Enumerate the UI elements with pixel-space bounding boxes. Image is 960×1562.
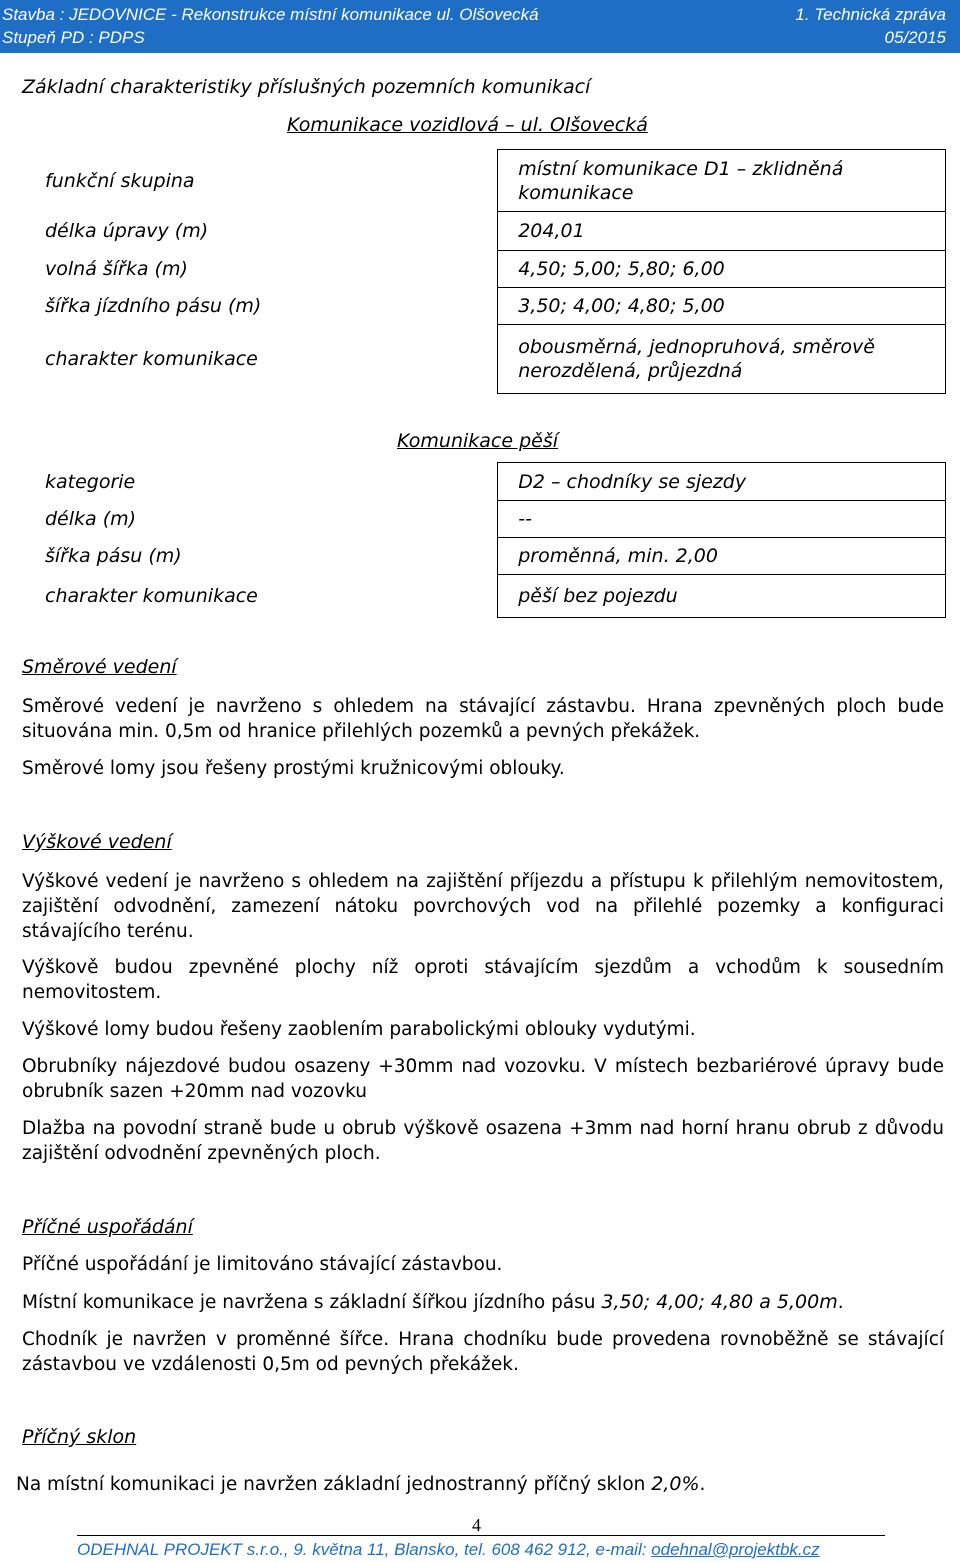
paragraph: Obrubníky nájezdové budou osazeny +30mm nad vozovku. V místech bezbariérové úpravy bude obrubník sazen +20mm nad vozovku [22,1056,944,1102]
slope-value: 2,0% [651,1473,700,1495]
paragraph [22,1290,944,1315]
paragraph: Směrové vedení je navrženo s ohledem na stávající zástavbu. Hrana zpevněných ploch bude situována min. 0,5m od hranice přilehlých pozemků a pevných překážek. [22,696,944,742]
table-label: šířka jízdního pásu (m) [45,295,262,317]
heading-smerove-vedeni: Směrové vedení [22,656,177,678]
paragraph: Chodník je navržen v proměnné šířce. Hrana chodníku bude provedena rovnoběžně se stávající zástavbou ve vzdálenosti 0,5m od pevných překážek. [22,1329,944,1375]
table-label: šířka pásu (m) [45,545,182,567]
table-value: proměnná, min. 2,00 [498,538,946,575]
paragraph: Výškové lomy budou řešeny zaoblením parabolickými oblouky vydutými. [22,1019,696,1040]
table-value: místní komunikace D1 – zklidněná komunikace [498,150,946,212]
paragraph: Příčné uspořádání je limitováno stávající zástavbou. [22,1254,503,1275]
paragraph: Dlažba na povodní straně bude u obrub výškově osazena +3mm nad horní hranu obrub z důvodu zajištění odvodnění zpevněných ploch. [22,1118,944,1164]
header-date: 05/2015 [884,28,946,47]
paragraph-end: . [699,1474,706,1495]
table-value: 3,50; 4,00; 4,80; 5,00 [498,288,946,325]
paragraph: Výškové vedení je navrženo s ohledem na zajištění příjezdu a přístupu k přilehlým nemovitostem, zajištění odvodnění, zamezení nátoku povrchových vod na přilehlé pozemky a konfiguraci stávajícího terénu. [22,871,944,942]
page-number: 4 [472,1515,481,1535]
footer-company: ODEHNAL PROJEKT s.r.o., 9. května 11, Blansko, tel. 608 462 912, e-mail: [77,1540,652,1559]
road-characteristics-table [25,149,946,394]
table-label: volná šířka (m) [45,258,188,280]
table-value: pěší bez pojezdu [498,575,946,618]
heading-pricny-sklon: Příčný sklon [22,1426,137,1448]
table-row [25,575,946,618]
table-value: obousměrná, jednopruhová, směrově nerozdělená, průjezdná [498,325,946,394]
header-project: Stavba : JEDOVNICE - Rekonstrukce místní komunikace ul. Olšovecká [2,5,539,24]
paragraph-text: Na místní komunikaci je navržen základní jednostranný příčný sklon [16,1474,652,1495]
heading-pricne-usporadani: Příčné uspořádání [22,1216,193,1238]
table-row [25,251,946,288]
table-value: -- [498,501,946,538]
table-row [25,463,946,501]
table-row [25,538,946,575]
header-document-type: 1. Technická zpráva [795,5,946,24]
header-stage: Stupeň PD : PDPS [2,28,145,47]
paragraph: Výškově budou zpevněné plochy níž oproti stávajícím sjezdům a vchodům k sousedním nemovitostem. [22,957,944,1003]
table-value: 4,50; 5,00; 5,80; 6,00 [498,251,946,288]
paragraph: Směrové lomy jsou řešeny prostými kružnicovými oblouky. [22,758,565,779]
paragraph-text: Místní komunikace je navržena s základní šířkou jízdního pásu [22,1292,602,1313]
table-row [25,150,946,212]
table-value: D2 – chodníky se sjezdy [498,463,946,501]
paragraph-end: . [837,1292,844,1313]
table-label: charakter komunikace [45,348,258,370]
table-label: délka (m) [45,508,137,530]
document-header [0,0,960,53]
table-label: kategorie [45,470,136,493]
table-row [25,212,946,251]
paragraph [16,1472,938,1497]
document-footer [77,1535,885,1560]
table-row [25,501,946,538]
table-value: 204,01 [498,212,946,251]
table-label: délka úpravy (m) [45,220,209,242]
table-label: charakter komunikace [45,585,258,607]
pedestrian-table [25,462,946,618]
section-title: Základní charakteristiky příslušných pozemních komunikací [22,76,591,98]
table1-title: Komunikace vozidlová – ul. Olšovecká [287,114,648,136]
heading-vyskove-vedeni: Výškové vedení [22,831,172,853]
table-row [25,325,946,394]
table-row [25,288,946,325]
footer-email-link[interactable]: odehnal@projektbk.cz [651,1540,820,1559]
table2-title: Komunikace pěší [397,430,559,452]
table-label: funkční skupina [45,169,195,192]
lane-widths-value: 3,50; 4,00; 4,80 a 5,00m [601,1291,838,1313]
